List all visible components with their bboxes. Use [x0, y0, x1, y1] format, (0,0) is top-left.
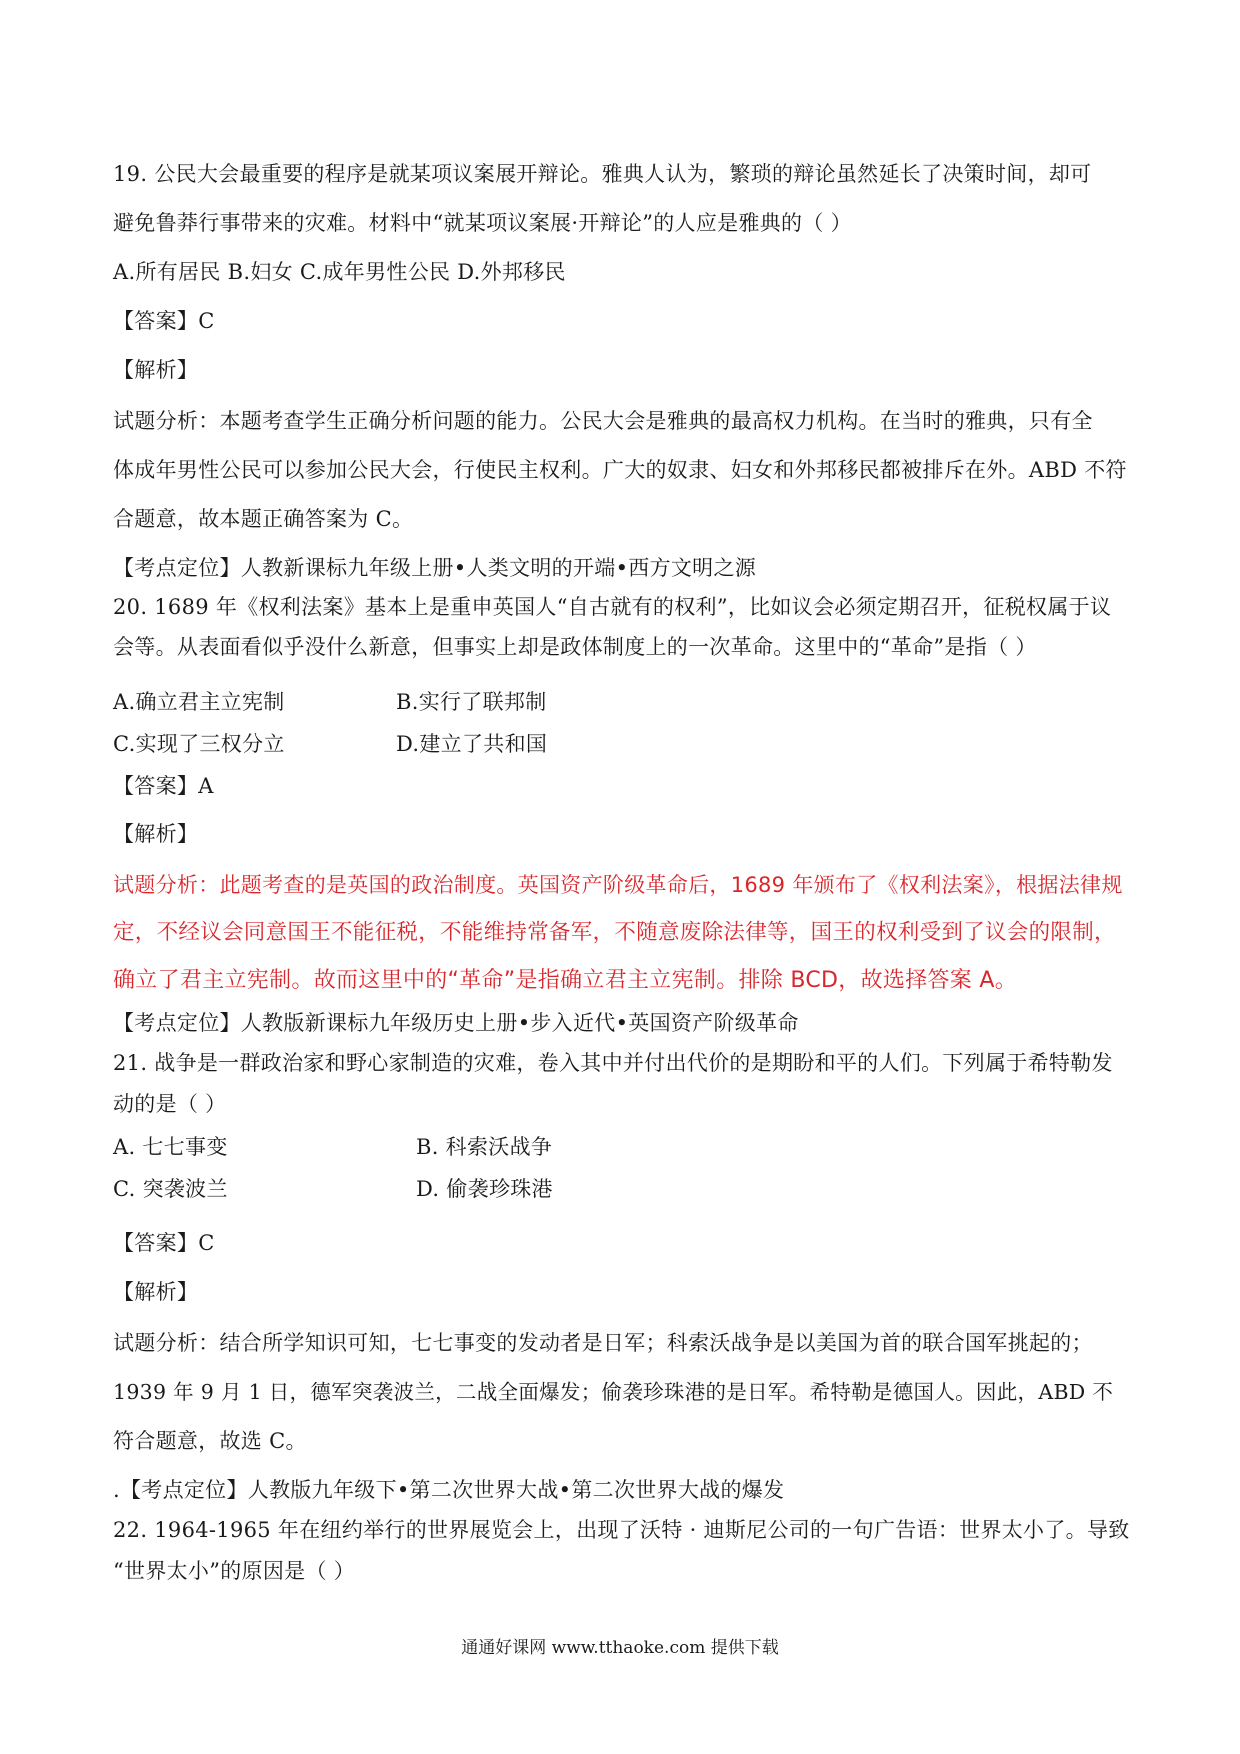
- q20-stem-line-2: 会等。从表面看似乎没什么新意，但事实上却是政体制度上的一次革命。这里中的“革命”是指（ ）: [113, 635, 1037, 659]
- q19-options: A.所有居民 B.妇女 C.成年男性公民 D.外邦移民: [113, 260, 566, 284]
- q19-analysis-line-1: 试题分析：本题考查学生正确分析问题的能力。公民大会是雅典的最高权力机构。在当时的雅典，只有全: [113, 409, 1093, 433]
- q21-options-row-1: [113, 1133, 553, 1161]
- q20-option-b: B.实行了联邦制: [396, 690, 547, 714]
- q20-options-row-2: [113, 730, 548, 758]
- q19-analysis-line-3: 合题意，故本题正确答案为 C。: [113, 507, 414, 531]
- page-footer: 通通好课网 www.tthaoke.com 提供下载: [461, 1638, 779, 1658]
- q19-analysis-label: 【解析】: [113, 358, 199, 382]
- q20-knowledge-point: 【考点定位】人教版新课标九年级历史上册•步入近代•英国资产阶级革命: [113, 1011, 799, 1035]
- q21-analysis-label: 【解析】: [113, 1280, 199, 1304]
- q19-analysis-line-2: 体成年男性公民可以参加公民大会，行使民主权利。广大的奴隶、妇女和外邦移民都被排斥在外。ABD 不符: [113, 458, 1127, 482]
- q21-analysis-line-3: 符合题意，故选 C。: [113, 1429, 307, 1453]
- q19-answer: 【答案】C: [113, 309, 215, 333]
- q20-analysis-line-3: 确立了君主立宪制。故而这里中的“革命”是指确立君主立宪制。排除 BCD，故选择答案 A。: [113, 968, 1018, 993]
- q20-answer: 【答案】A: [113, 774, 214, 798]
- q20-option-a: A.确立君主立宪制: [113, 690, 285, 714]
- q20-options-row-1: [113, 688, 547, 716]
- q20-option-d: D.建立了共和国: [396, 732, 548, 756]
- q21-option-c: C. 突袭波兰: [113, 1177, 228, 1201]
- q21-option-a: A. 七七事变: [113, 1135, 228, 1159]
- q20-analysis-line-1: 试题分析：此题考查的是英国的政治制度。英国资产阶级革命后，1689 年颁布了《权利法案》，根据法律规: [113, 873, 1123, 897]
- q21-analysis-line-1: 试题分析：结合所学知识可知，七七事变的发动者是日军；科索沃战争是以美国为首的联合国军挑起的；: [113, 1331, 1093, 1355]
- q21-options-row-2: [113, 1175, 553, 1203]
- q19-stem-line-2: 避免鲁莽行事带来的灾难。材料中“就某项议案展·开辩论”的人应是雅典的（ ）: [113, 211, 852, 235]
- q21-analysis-line-2: 1939 年 9 月 1 日，德军突袭波兰，二战全面爆发；偷袭珍珠港的是日军。希特勒是德国人。因此，ABD 不: [113, 1380, 1114, 1404]
- q20-analysis-line-2: 定，不经议会同意国王不能征税，不能维持常备军，不随意废除法律等，国王的权利受到了议会的限制，: [113, 920, 1116, 945]
- q22-stem-line-2: “世界太小”的原因是（ ）: [113, 1559, 356, 1583]
- q21-knowledge-point: .【考点定位】人教版九年级下•第二次世界大战•第二次世界大战的爆发: [113, 1478, 785, 1502]
- q21-answer: 【答案】C: [113, 1231, 215, 1255]
- q20-analysis-label: 【解析】: [113, 822, 199, 846]
- q21-stem-line-2: 动的是（ ）: [113, 1092, 227, 1116]
- q20-option-c: C.实现了三权分立: [113, 732, 285, 756]
- q21-stem-line-1: 21. 战争是一群政治家和野心家制造的灾难，卷入其中并付出代价的是期盼和平的人们。下列属于希特勒发: [113, 1051, 1113, 1075]
- q21-option-d: D. 偷袭珍珠港: [416, 1177, 553, 1201]
- q21-option-b: B. 科索沃战争: [416, 1135, 553, 1159]
- q19-knowledge-point: 【考点定位】人教新课标九年级上册•人类文明的开端•西方文明之源: [113, 556, 757, 580]
- q20-stem-line-1: 20. 1689 年《权利法案》基本上是重申英国人“自古就有的权利”，比如议会必须定期召开，征税权属于议: [113, 595, 1112, 619]
- q19-stem-line-1: 19. 公民大会最重要的程序是就某项议案展开辩论。雅典人认为，繁琐的辩论虽然延长了决策时间，却可: [113, 162, 1092, 186]
- q22-stem-line-1: 22. 1964-1965 年在纽约举行的世界展览会上，出现了沃特 · 迪斯尼公司的一句广告语：世界太小了。导致: [113, 1518, 1130, 1542]
